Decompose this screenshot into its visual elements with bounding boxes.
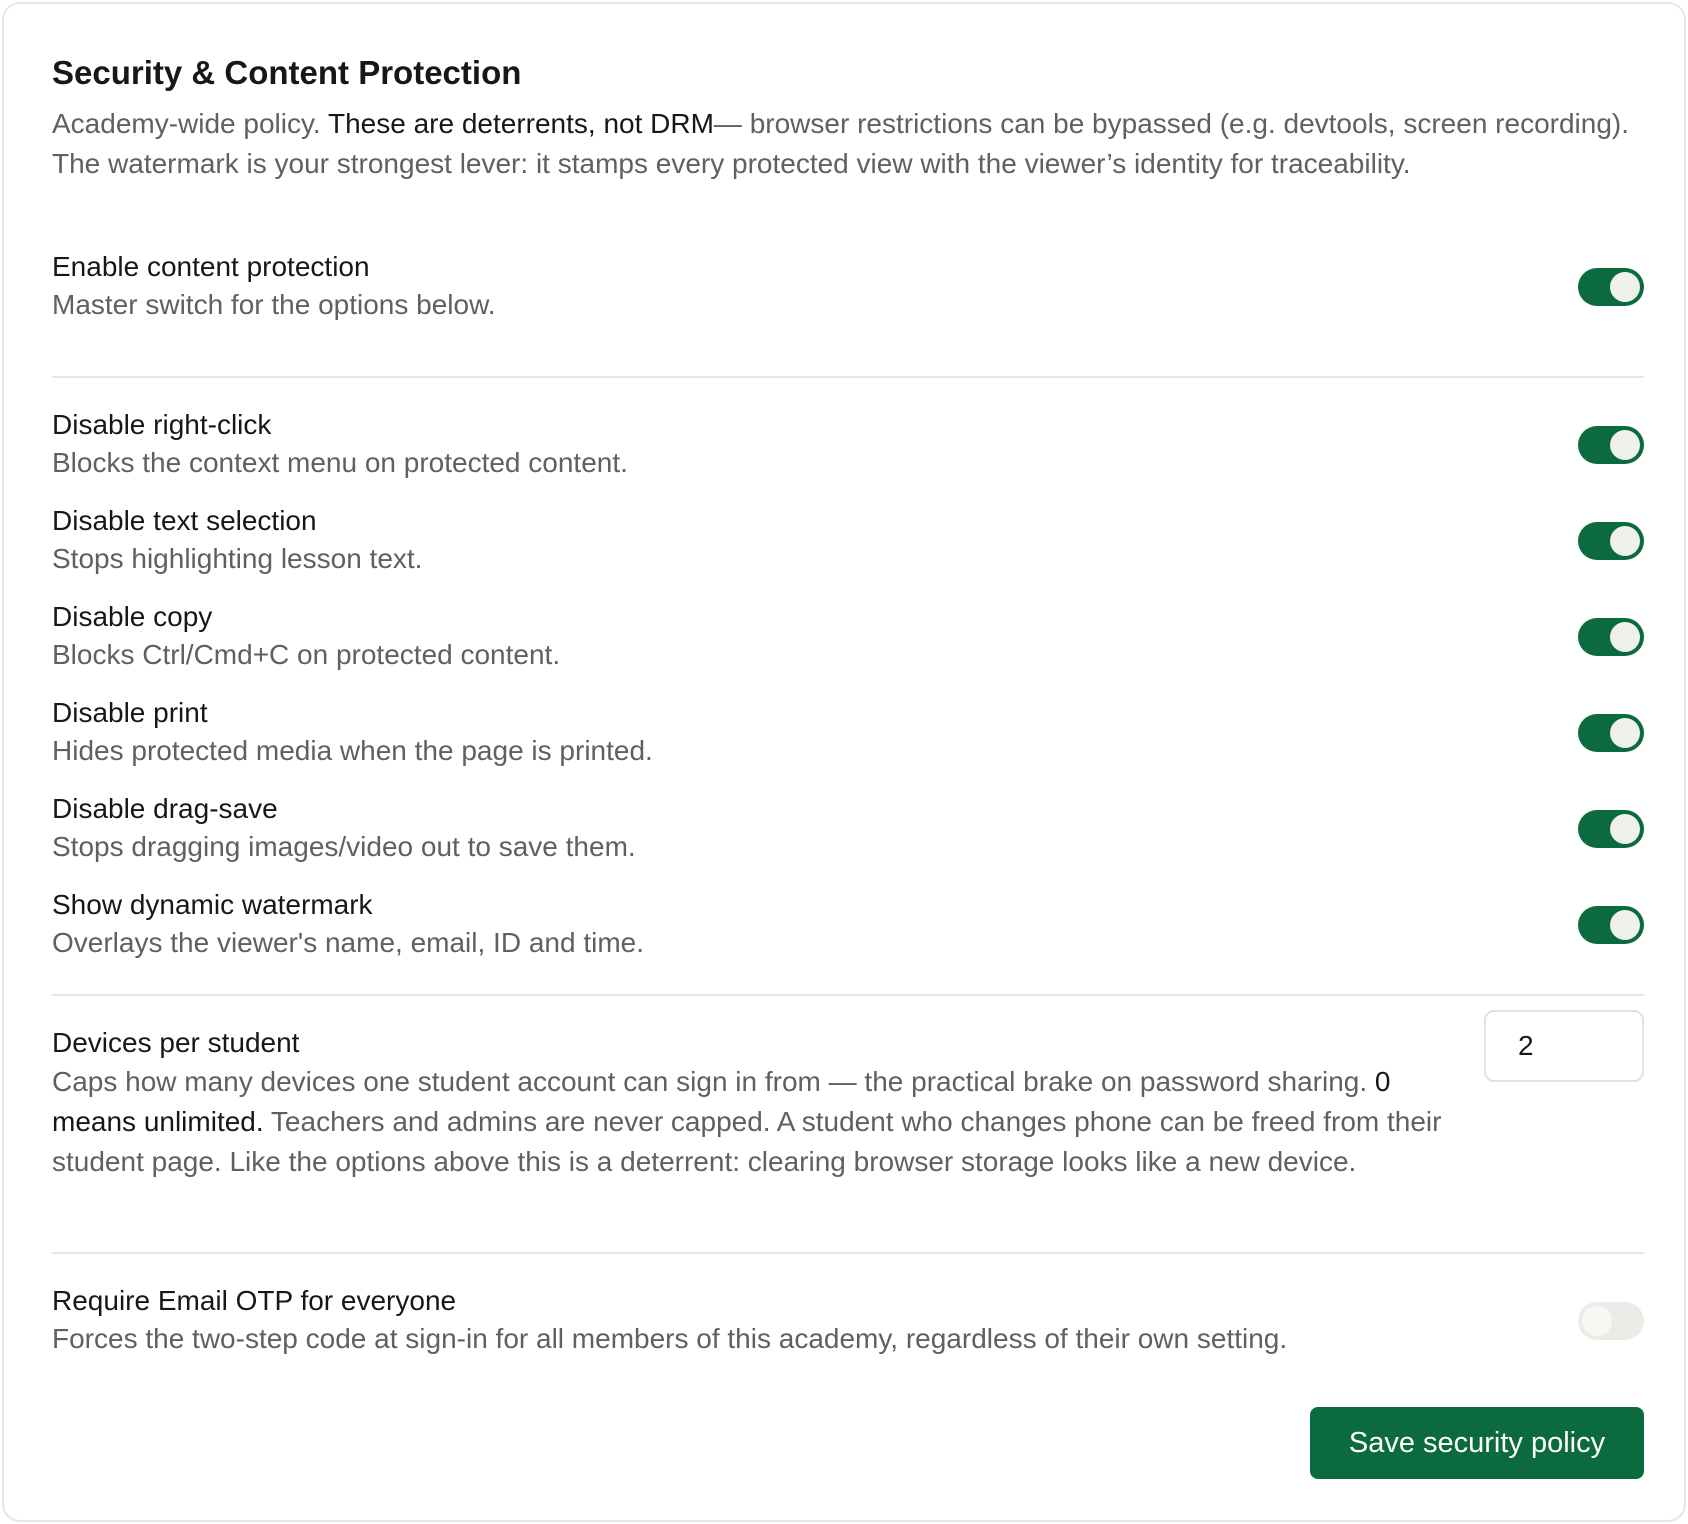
disable-drag-save-toggle[interactable]	[1578, 810, 1644, 848]
devices-per-student-input[interactable]	[1484, 1010, 1644, 1082]
setting-title: Enable content protection	[52, 251, 370, 282]
toggle-knob	[1582, 1306, 1612, 1336]
toggle-knob	[1610, 526, 1640, 556]
toggle-knob	[1610, 814, 1640, 844]
divider	[52, 376, 1644, 378]
setting-title: Disable print	[52, 697, 208, 728]
setting-description: Master switch for the options below.	[52, 289, 496, 320]
setting-description: Hides protected media when the page is printed.	[52, 735, 653, 766]
setting-description: Blocks Ctrl/Cmd+C on protected content.	[52, 639, 561, 670]
setting-title: Disable right-click	[52, 409, 272, 440]
intro-text: Academy-wide policy.	[52, 108, 328, 139]
section-intro	[52, 104, 1642, 184]
toggle-knob	[1610, 272, 1640, 302]
setting-row-devices-per-student	[52, 1024, 1644, 1182]
disable-copy-toggle[interactable]	[1578, 618, 1644, 656]
setting-description: Forces the two-step code at sign-in for all members of this academy, regardless of their own setting.	[52, 1323, 1288, 1354]
divider	[52, 1252, 1644, 1254]
setting-description: Stops highlighting lesson text.	[52, 543, 423, 574]
section-title: Security & Content Protection	[52, 54, 522, 91]
disable-right-click-toggle[interactable]	[1578, 426, 1644, 464]
disable-print-toggle[interactable]	[1578, 714, 1644, 752]
require-otp-toggle[interactable]	[1578, 1302, 1644, 1340]
setting-title: Devices per student	[52, 1027, 300, 1058]
setting-description	[52, 1062, 1442, 1182]
setting-title: Require Email OTP for everyone	[52, 1285, 457, 1316]
security-settings-card	[2, 2, 1686, 1522]
show-watermark-toggle[interactable]	[1578, 906, 1644, 944]
enable-protection-toggle[interactable]	[1578, 268, 1644, 306]
setting-title: Disable text selection	[52, 505, 317, 536]
setting-title: Disable drag-save	[52, 793, 278, 824]
setting-row-show-watermark	[52, 886, 1644, 962]
setting-row-disable-text-selection	[52, 502, 1644, 578]
save-security-policy-button[interactable]: Save security policy	[1310, 1407, 1644, 1479]
setting-row-require-otp	[52, 1282, 1644, 1358]
setting-row-disable-print	[52, 694, 1644, 770]
devices-desc-emphasis: 0 means unlimited.	[52, 1066, 1391, 1137]
devices-desc-text: Caps how many devices one student account can sign in from — the practical brake on password sharing.	[52, 1066, 1375, 1097]
intro-emphasis: These are deterrents, not DRM	[327, 108, 714, 139]
setting-row-disable-right-click	[52, 406, 1644, 482]
disable-text-selection-toggle[interactable]	[1578, 522, 1644, 560]
setting-row-enable-protection	[52, 248, 1644, 324]
devices-desc-rest: Teachers and admins are never capped. A student who changes phone can be freed from their student page. Like the options above this is a deterrent: clearing browser storage looks like a new device.	[52, 1106, 1442, 1177]
toggle-knob	[1610, 622, 1640, 652]
setting-row-disable-drag-save	[52, 790, 1644, 866]
divider	[52, 994, 1644, 996]
setting-row-disable-copy	[52, 598, 1644, 674]
setting-description: Overlays the viewer's name, email, ID and time.	[52, 927, 645, 958]
setting-description: Stops dragging images/video out to save them.	[52, 831, 636, 862]
intro-text-rest: — browser restrictions can be bypassed (e.g. devtools, screen recording). The watermark is your strongest lever: it stamps every protected view with the viewer’s identity for traceability.	[52, 108, 1630, 179]
setting-title: Disable copy	[52, 601, 213, 632]
toggle-knob	[1610, 430, 1640, 460]
toggle-knob	[1610, 718, 1640, 748]
setting-description: Blocks the context menu on protected content.	[52, 447, 628, 478]
toggle-knob	[1610, 910, 1640, 940]
setting-title: Show dynamic watermark	[52, 889, 373, 920]
